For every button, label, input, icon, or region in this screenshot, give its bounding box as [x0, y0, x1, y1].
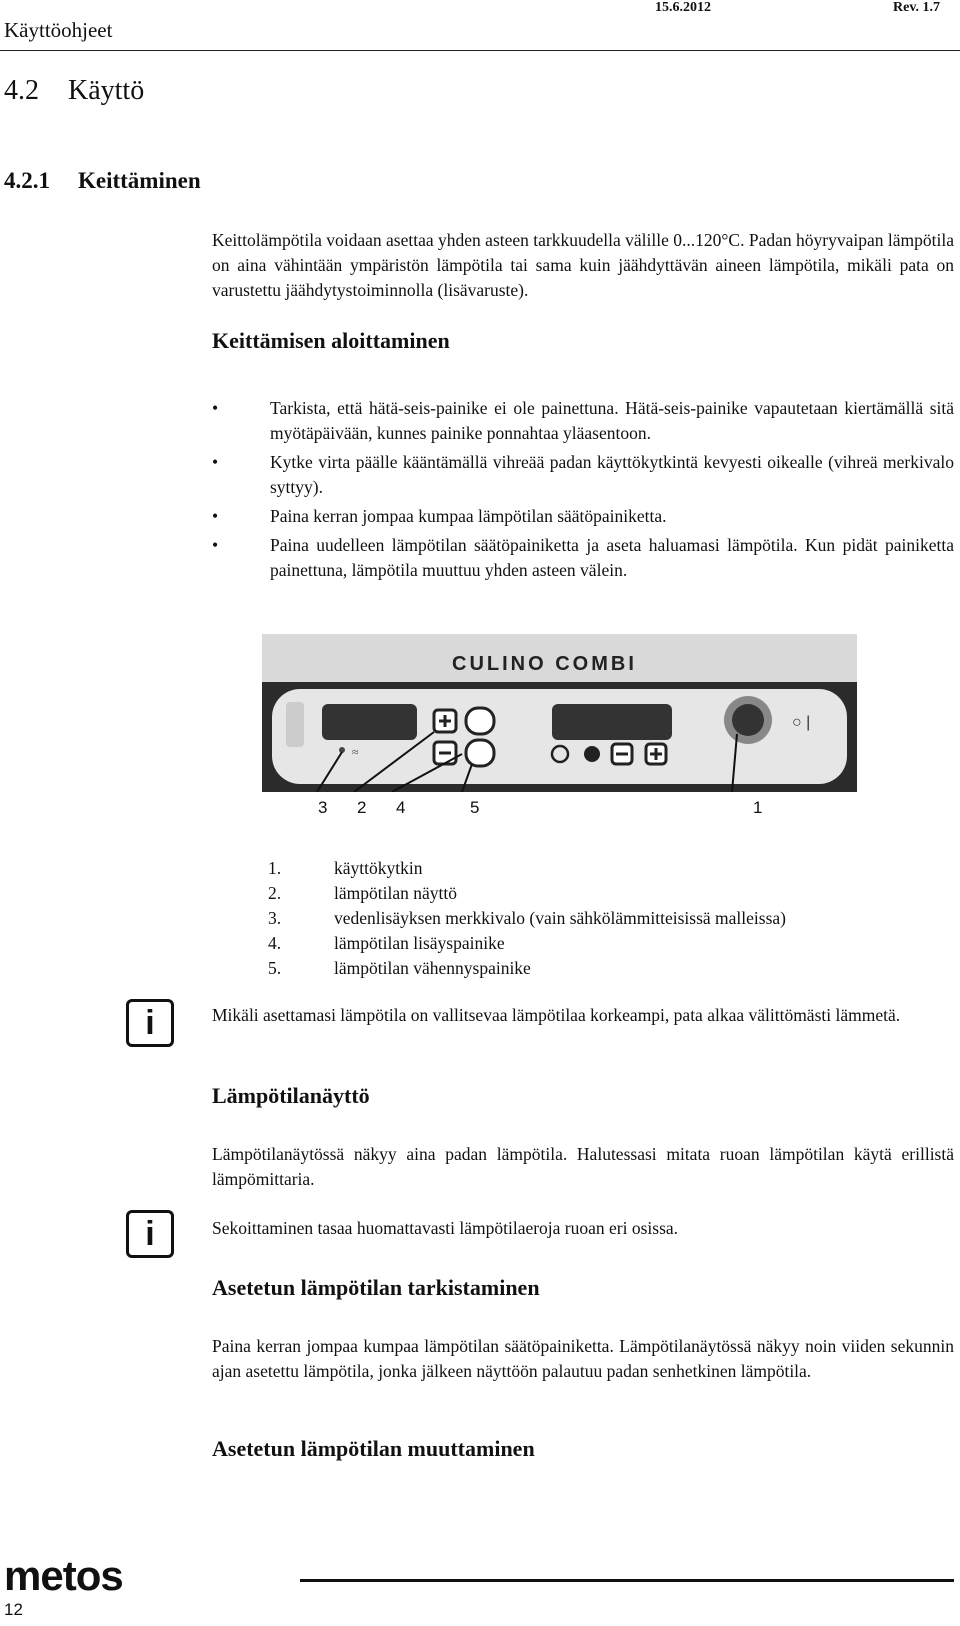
subsection-title: Keittäminen	[78, 168, 201, 193]
info-icon: i	[126, 1210, 174, 1258]
legend-text: lämpötilan näyttö	[334, 883, 457, 903]
callout-label: 5	[470, 798, 480, 817]
legend-item	[268, 906, 786, 931]
metos-logo	[4, 1560, 214, 1596]
step-item: • Paina kerran jompaa kumpaa lämpötilan säätöpainiketta.	[212, 504, 954, 529]
header-divider	[0, 50, 960, 51]
legend-text: lämpötilan lisäyspainike	[334, 933, 505, 953]
tilt-icon	[466, 740, 494, 766]
check-temperature-heading: Asetetun lämpötilan tarkistaminen	[212, 1275, 540, 1300]
legend-text: vedenlisäyksen merkkivalo (vain sähkölämmitteisissä malleissa)	[334, 908, 786, 928]
control-panel-figure	[262, 634, 857, 792]
intro-paragraph: Keittolämpötila voidaan asettaa yhden asteen tarkkuudella välille 0...120°C. Padan höyryvaipan lämpötila on aina vähintään ympäristön lämpötila tai sama kuin jäähdyttävän aineen lämpötila, mikäli pata on varustettu jäähdytystoiminnolla (lisävaruste).	[212, 230, 954, 300]
thermometer-icon	[286, 702, 304, 747]
temperature-display-heading: Lämpötilanäyttö	[212, 1083, 370, 1108]
document-revision: Rev. 1.7	[893, 0, 941, 15]
change-temperature-heading: Asetetun lämpötilan muuttaminen	[212, 1436, 535, 1461]
step-item: • Paina uudelleen lämpötilan säätöpainiketta ja aseta haluamasi lämpötila. Kun pidät painiketta painettuna, lämpötila muuttuu yhden asteen välein.	[212, 533, 954, 583]
figure-legend	[268, 856, 786, 981]
callout-label: 1	[753, 798, 763, 817]
subsection-number: 4.2.1	[4, 168, 50, 193]
check-temperature-paragraph: Paina kerran jompaa kumpaa lämpötilan säätöpainiketta. Lämpötilanäytössä näkyy noin viiden sekunnin ajan asetettu lämpötila, jonka jälkeen näyttöön palautuu padan senhetkinen lämpötila.	[212, 1336, 954, 1381]
legend-number: 2.	[268, 883, 282, 903]
legend-text: käyttökytkin	[334, 858, 423, 878]
legend-number: 5.	[268, 958, 282, 978]
page-number: 12	[4, 1600, 23, 1619]
document-date: 15.6.2012	[655, 0, 711, 15]
panel-brand: CULINO COMBI	[452, 653, 637, 675]
note-stirring: Sekoittaminen tasaa huomattavasti lämpötilaeroja ruoan eri osissa.	[212, 1218, 679, 1238]
step-item: • Tarkista, että hätä-seis-painike ei ole painettuna. Hätä-seis-painike vapautetaan kiertämällä sitä myötäpäivään, kunnes painike ponnahtaa yläasentoon.	[212, 396, 954, 446]
logo-text: metos	[4, 1560, 123, 1596]
legend-text: lämpötilan vähennyspainike	[334, 958, 531, 978]
callout-label: 4	[396, 798, 406, 817]
callout-label: 2	[357, 798, 367, 817]
info-icon: i	[126, 999, 174, 1047]
section-number: 4.2	[4, 75, 39, 106]
section-title: Käyttö	[68, 75, 145, 106]
legend-item	[268, 931, 786, 956]
kettle-icon	[466, 708, 494, 734]
section-heading	[4, 75, 144, 107]
temperature-display	[322, 704, 417, 740]
footer-divider	[300, 1579, 954, 1582]
note-higher-temperature: Mikäli asettamasi lämpötila on vallitsevaa lämpötilaa korkeampi, pata alkaa välittömästi lämmetä.	[212, 1005, 901, 1025]
svg-text:≈: ≈	[352, 745, 359, 759]
subsection-heading	[4, 168, 201, 194]
step-item: • Kytke virta päälle kääntämällä vihreää padan käyttökytkintä kevyesti oikealle (vihreä merkivalo syttyy).	[212, 450, 954, 500]
legend-number: 4.	[268, 933, 282, 953]
timer-icon	[584, 746, 600, 762]
temperature-display-paragraph: Lämpötilanäytössä näkyy aina padan lämpötila. Halutessasi mitata ruoan lämpötilan käytä erillistä lämpömittaria.	[212, 1144, 954, 1189]
start-cooking-heading: Keittämisen aloittaminen	[212, 328, 450, 353]
start-cooking-steps	[212, 396, 954, 587]
legend-item	[268, 856, 786, 881]
svg-text:○ |: ○ |	[792, 714, 811, 731]
callout-label: 3	[318, 798, 328, 817]
legend-number: 1.	[268, 858, 282, 878]
legend-item	[268, 881, 786, 906]
legend-item	[268, 956, 786, 981]
legend-number: 3.	[268, 908, 282, 928]
timer-display	[552, 704, 672, 740]
document-title: Käyttöohjeet	[4, 18, 113, 42]
